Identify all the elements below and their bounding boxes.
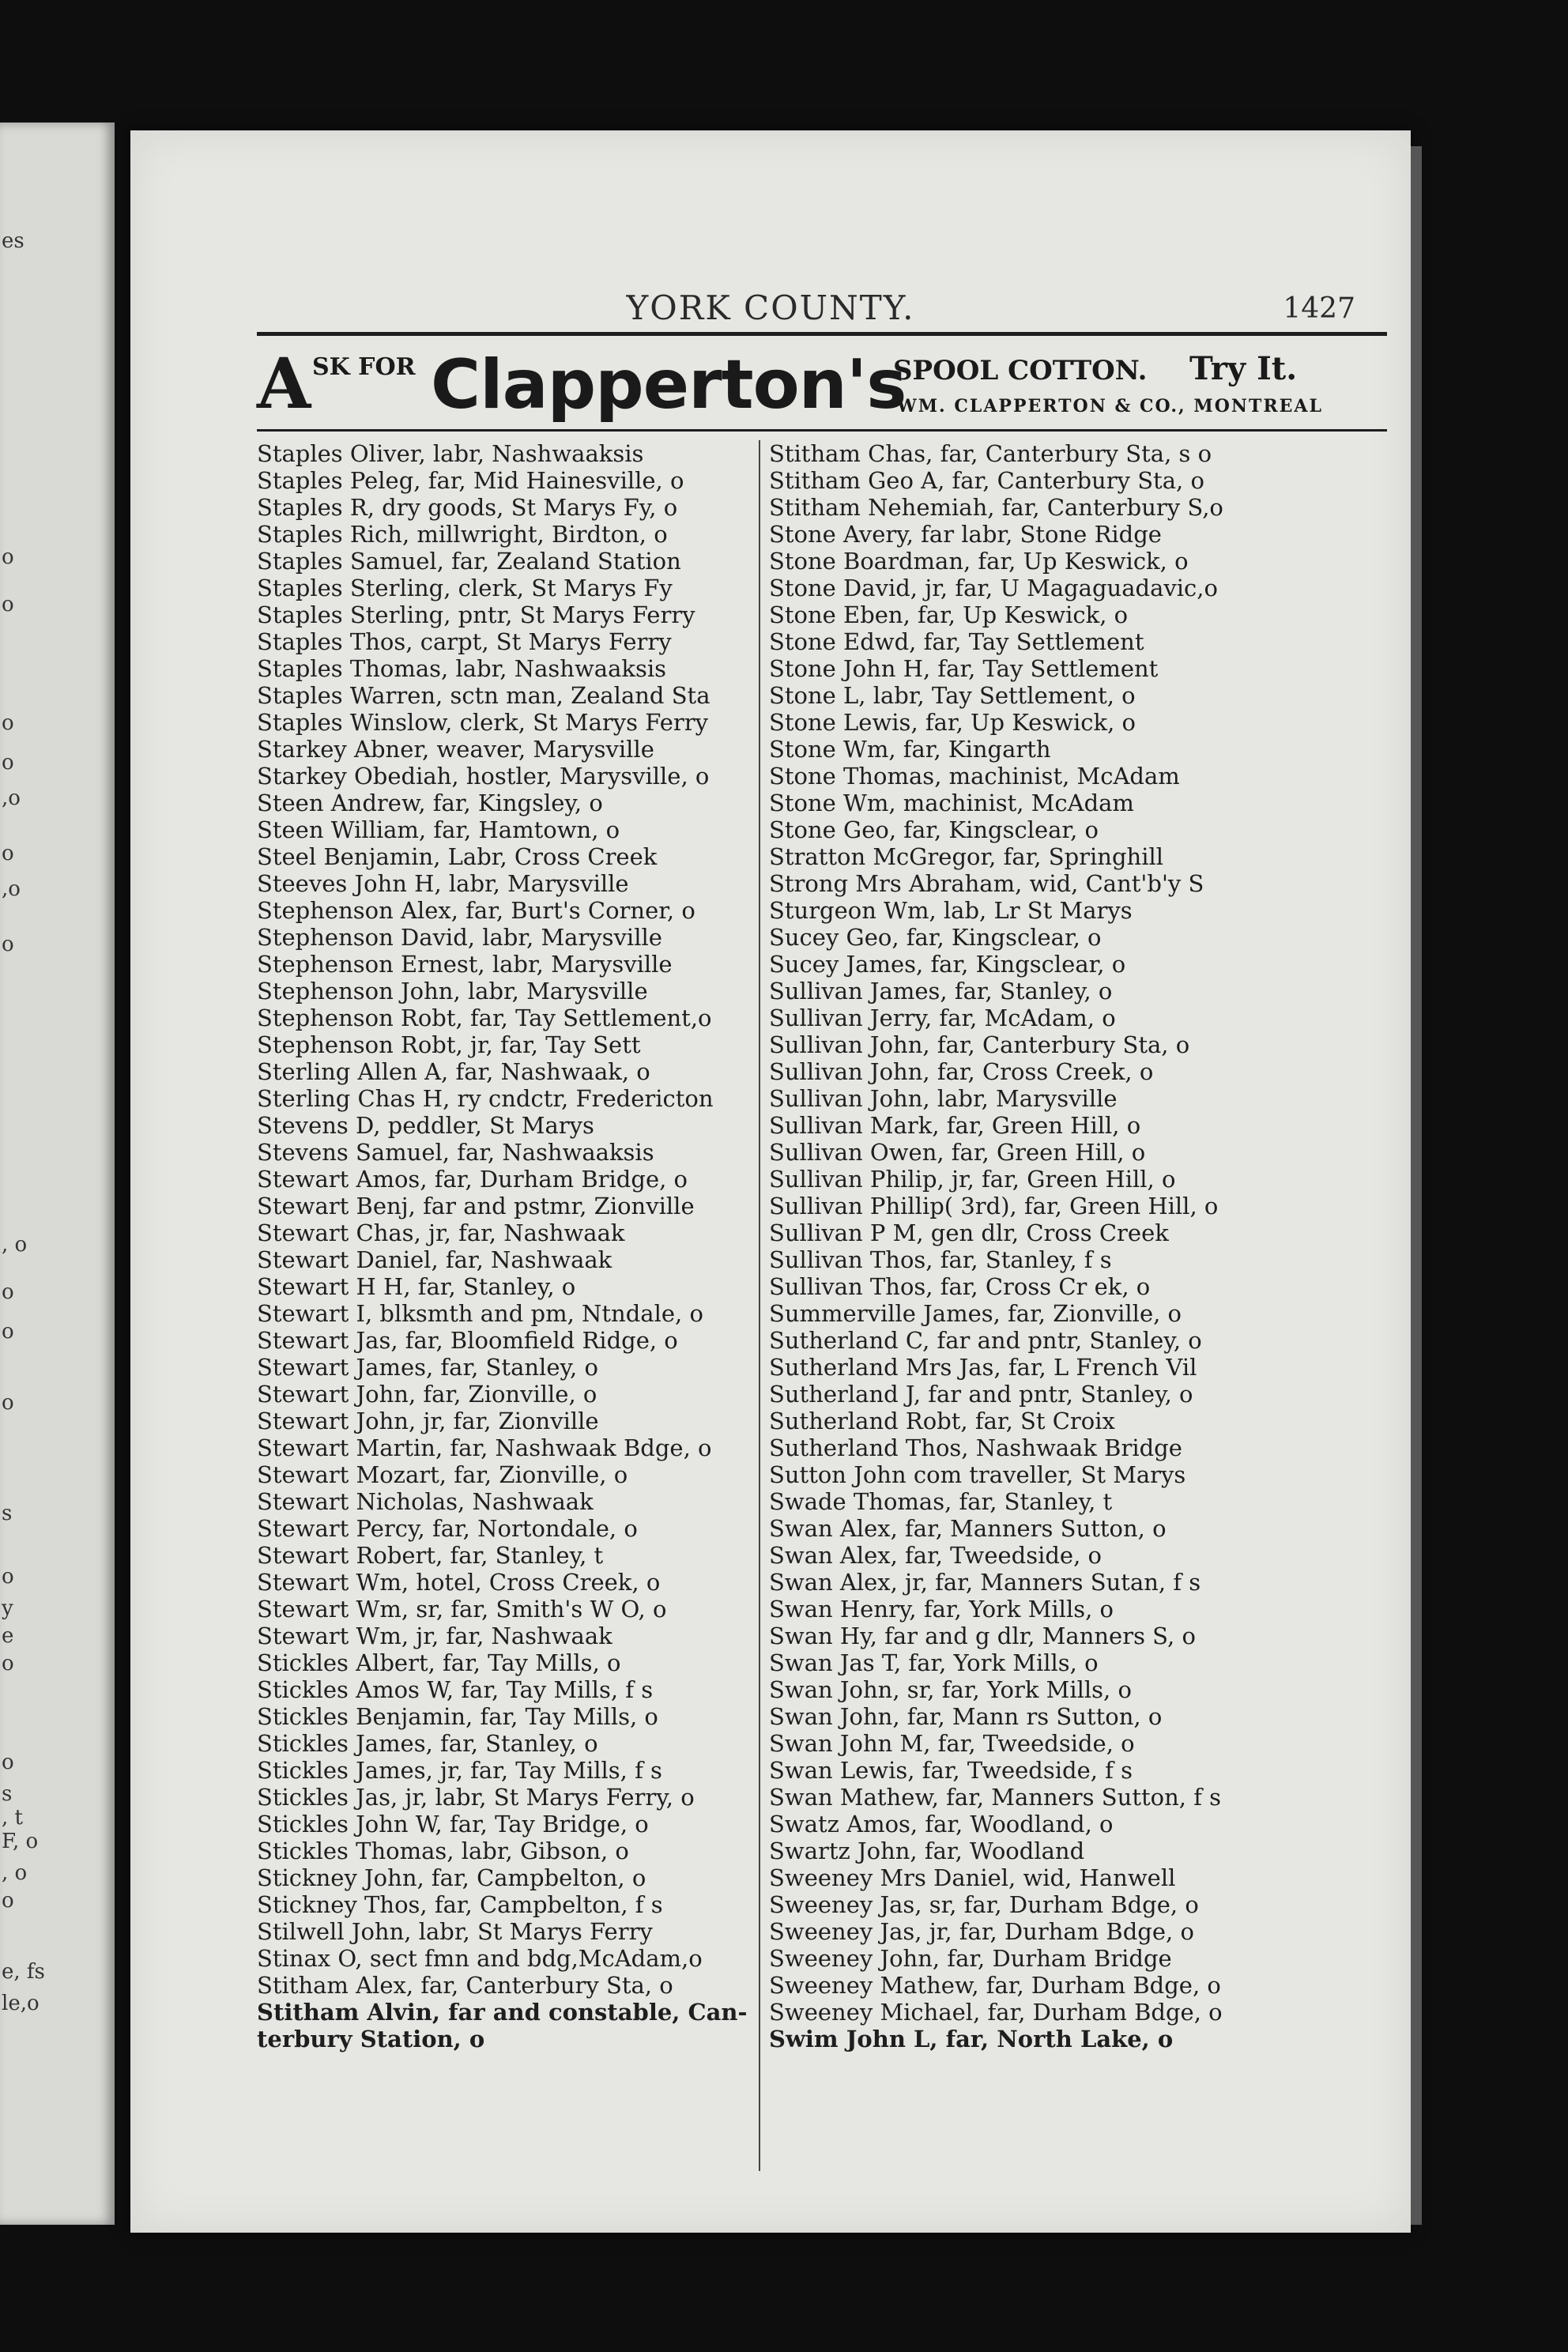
directory-entry: Stone Wm, far, Kingarth: [769, 736, 1051, 763]
directory-entry: Stewart Percy, far, Nortondale, o: [257, 1515, 638, 1542]
directory-entry: Staples Thomas, labr, Nashwaaksis: [257, 655, 666, 682]
directory-entry: Stephenson John, labr, Marysville: [257, 978, 648, 1004]
directory-entry: Sullivan Mark, far, Green Hill, o: [769, 1112, 1141, 1139]
facing-page-fragment: , o: [2, 1861, 28, 1885]
running-head: YORK COUNTY.: [626, 288, 915, 327]
directory-entry: Stone L, labr, Tay Settlement, o: [769, 682, 1136, 709]
facing-page-fragment: o: [2, 1751, 14, 1774]
directory-entry: Staples Oliver, labr, Nashwaaksis: [257, 440, 644, 467]
directory-entry: Stewart Amos, far, Durham Bridge, o: [257, 1166, 688, 1193]
directory-entry: Stewart H H, far, Stanley, o: [257, 1273, 576, 1300]
directory-entry: Stephenson David, labr, Marysville: [257, 924, 662, 951]
directory-entry: Staples Thos, carpt, St Marys Ferry: [257, 628, 672, 655]
facing-page-fragment: o: [2, 1391, 14, 1415]
directory-entry: Staples Sterling, pntr, St Marys Ferry: [257, 601, 695, 628]
facing-page-fragment: F, o: [2, 1830, 39, 1853]
directory-entry: Stephenson Robt, jr, far, Tay Sett: [257, 1031, 641, 1058]
directory-entry: Sturgeon Wm, lab, Lr St Marys: [769, 897, 1133, 924]
directory-entry: Sullivan Jerry, far, McAdam, o: [769, 1004, 1116, 1031]
directory-entry: Stone Eben, far, Up Keswick, o: [769, 601, 1129, 628]
directory-entry: Sweeney John, far, Durham Bridge: [769, 1945, 1172, 1972]
directory-entry: Stone Lewis, far, Up Keswick, o: [769, 709, 1136, 736]
directory-entry: Stewart Wm, hotel, Cross Creek, o: [257, 1569, 661, 1596]
facing-page-fragment: o: [2, 1565, 14, 1589]
facing-page-fragment: o: [2, 933, 14, 956]
directory-entry: Sweeney Michael, far, Durham Bdge, o: [769, 1999, 1223, 2026]
directory-entry: Stitham Alex, far, Canterbury Sta, o: [257, 1972, 673, 1999]
directory-entry: Stickles Albert, far, Tay Mills, o: [257, 1649, 621, 1676]
directory-entry: Sweeney Mrs Daniel, wid, Hanwell: [769, 1864, 1176, 1891]
directory-entry: Sterling Chas H, ry cndctr, Fredericton: [257, 1085, 714, 1112]
directory-entry: Swan Lewis, far, Tweedside, f s: [769, 1757, 1133, 1784]
directory-entry: Sullivan Thos, far, Cross Cr ek, o: [769, 1273, 1151, 1300]
directory-entry: Stewart I, blksmth and pm, Ntndale, o: [257, 1300, 703, 1327]
directory-entry: Sterling Allen A, far, Nashwaak, o: [257, 1058, 650, 1085]
directory-entry: Summerville James, far, Zionville, o: [769, 1300, 1182, 1327]
facing-page-fragment: ,o: [2, 786, 21, 810]
directory-entry: Stone Geo, far, Kingsclear, o: [769, 816, 1099, 843]
page-content: [130, 130, 1411, 2233]
directory-entry: Stone Boardman, far, Up Keswick, o: [769, 548, 1189, 575]
directory-entry: Swan Alex, far, Manners Sutton, o: [769, 1515, 1167, 1542]
facing-page-fragment: o: [2, 1889, 14, 1913]
facing-page-fragment: le,o: [2, 1992, 40, 2015]
directory-entry: Swartz John, far, Woodland: [769, 1838, 1085, 1864]
directory-entry: Stickles Amos W, far, Tay Mills, f s: [257, 1676, 654, 1703]
facing-page-fragment: s: [2, 1502, 13, 1525]
directory-entry: Steen Andrew, far, Kingsley, o: [257, 790, 603, 816]
directory-entry: Stitham Nehemiah, far, Canterbury S,o: [769, 494, 1223, 521]
directory-entry: Stone John H, far, Tay Settlement: [769, 655, 1159, 682]
directory-entry: Stickles James, jr, far, Tay Mills, f s: [257, 1757, 662, 1784]
ad-maker: WM. CLAPPERTON & CO., MONTREAL: [897, 396, 1323, 416]
directory-entry: Sweeney Jas, sr, far, Durham Bdge, o: [769, 1891, 1199, 1918]
facing-page-fragment: es: [2, 229, 24, 253]
facing-page-fragment: o: [2, 711, 14, 735]
directory-entry: Swade Thomas, far, Stanley, t: [769, 1488, 1113, 1515]
facing-page-fragment: ,o: [2, 877, 21, 901]
directory-entry: Staples Sterling, clerk, St Marys Fy: [257, 575, 673, 601]
directory-entry: Stone David, jr, far, U Magaguadavic,o: [769, 575, 1218, 601]
directory-entry: Stephenson Alex, far, Burt's Corner, o: [257, 897, 695, 924]
directory-entry: Stevens Samuel, far, Nashwaaksis: [257, 1139, 654, 1166]
directory-entry: Stickney John, far, Campbelton, o: [257, 1864, 646, 1891]
directory-entry: Sullivan Thos, far, Stanley, f s: [769, 1246, 1112, 1273]
directory-entry: Swan Henry, far, York Mills, o: [769, 1596, 1114, 1623]
column-divider: [759, 440, 760, 2171]
directory-entry: Stewart John, jr, far, Zionville: [257, 1408, 599, 1434]
directory-entry: Sullivan Phillip( 3rd), far, Green Hill, o: [769, 1193, 1219, 1219]
directory-entry: Sullivan John, labr, Marysville: [769, 1085, 1118, 1112]
directory-entry: Steeves John H, labr, Marysville: [257, 870, 629, 897]
page-edge-shadow: [1411, 146, 1422, 2225]
directory-entry: Sullivan Owen, far, Green Hill, o: [769, 1139, 1146, 1166]
ad-product: SPOOL COTTON.: [893, 355, 1148, 386]
directory-entry: Stickney Thos, far, Campbelton, f s: [257, 1891, 663, 1918]
directory-entry: Staples Peleg, far, Mid Hainesville, o: [257, 467, 684, 494]
directory-entry: Stone Avery, far labr, Stone Ridge: [769, 521, 1162, 548]
directory-entry: Staples Warren, sctn man, Zealand Sta: [257, 682, 710, 709]
page-number: 1427: [1283, 292, 1355, 325]
directory-entry: Staples Samuel, far, Zealand Station: [257, 548, 681, 575]
directory-entry: Steen William, far, Hamtown, o: [257, 816, 620, 843]
directory-entry: Stewart Chas, jr, far, Nashwaak: [257, 1219, 625, 1246]
directory-entry: Stickles Benjamin, far, Tay Mills, o: [257, 1703, 658, 1730]
directory-entry: Staples Winslow, clerk, St Marys Ferry: [257, 709, 709, 736]
directory-entry: Stickles Jas, jr, labr, St Marys Ferry, o: [257, 1784, 695, 1811]
directory-entry: Sutherland Robt, far, St Croix: [769, 1408, 1115, 1434]
directory-entry: Staples R, dry goods, St Marys Fy, o: [257, 494, 678, 521]
directory-entry: Sutton John com traveller, St Marys: [769, 1461, 1186, 1488]
directory-entry: Sutherland J, far and pntr, Stanley, o: [769, 1381, 1193, 1408]
header-rule-top: [257, 332, 1387, 336]
facing-page-fragment: s: [2, 1782, 13, 1806]
directory-entry: Stewart Wm, sr, far, Smith's W O, o: [257, 1596, 667, 1623]
directory-entry: Swan Alex, far, Tweedside, o: [769, 1542, 1102, 1569]
directory-entry: Stewart James, far, Stanley, o: [257, 1354, 598, 1381]
directory-entry: Stewart Benj, far and pstmr, Zionville: [257, 1193, 695, 1219]
directory-entry: Staples Rich, millwright, Birdton, o: [257, 521, 668, 548]
ad-try-it: Try It.: [1189, 350, 1298, 387]
left-column: [257, 440, 763, 2052]
directory-entry: Stone Thomas, machinist, McAdam: [769, 763, 1180, 790]
directory-entry: Sutherland Mrs Jas, far, L French Vil: [769, 1354, 1197, 1381]
directory-entry: Sweeney Jas, jr, far, Durham Bdge, o: [769, 1918, 1194, 1945]
directory-entry: Stinax O, sect fmn and bdg,McAdam,o: [257, 1945, 703, 1972]
ad-ask-for: SK FOR: [312, 353, 416, 381]
facing-page-fragment: o: [2, 1280, 14, 1304]
directory-entry: Swan John M, far, Tweedside, o: [769, 1730, 1135, 1757]
directory-entry: Stratton McGregor, far, Springhill: [769, 843, 1164, 870]
directory-entry: Stewart Jas, far, Bloomfield Ridge, o: [257, 1327, 678, 1354]
directory-entry: Stewart Robert, far, Stanley, t: [257, 1542, 604, 1569]
directory-entry: Stone Edwd, far, Tay Settlement: [769, 628, 1144, 655]
directory-entry: Stone Wm, machinist, McAdam: [769, 790, 1134, 816]
directory-entry: Steel Benjamin, Labr, Cross Creek: [257, 843, 658, 870]
directory-entry: Swan John, sr, far, York Mills, o: [769, 1676, 1132, 1703]
directory-entry: Sullivan Philip, jr, far, Green Hill, o: [769, 1166, 1176, 1193]
directory-entry: Stephenson Robt, far, Tay Settlement,o: [257, 1004, 712, 1031]
directory-entry: Stickles James, far, Stanley, o: [257, 1730, 598, 1757]
directory-entry: Sutherland C, far and pntr, Stanley, o: [769, 1327, 1202, 1354]
directory-entry: terbury Station, o: [257, 2026, 485, 2052]
directory-entry: Stewart Mozart, far, Zionville, o: [257, 1461, 628, 1488]
directory-entry: Sucey Geo, far, Kingsclear, o: [769, 924, 1102, 951]
facing-page-fragment: e: [2, 1624, 14, 1648]
directory-entry: Sullivan James, far, Stanley, o: [769, 978, 1113, 1004]
directory-entry: Stewart Nicholas, Nashwaak: [257, 1488, 594, 1515]
directory-entry: Starkey Abner, weaver, Marysville: [257, 736, 654, 763]
directory-entry: Stevens D, peddler, St Marys: [257, 1112, 594, 1139]
right-column: [769, 440, 1275, 2052]
facing-page-fragment: , t: [2, 1806, 23, 1830]
directory-entry: Stewart Daniel, far, Nashwaak: [257, 1246, 612, 1273]
facing-page-fragment: e, fs: [2, 1960, 45, 1984]
ad-initial-letter: A: [257, 342, 311, 424]
advertisement-banner: [257, 344, 1387, 431]
directory-entry: Sutherland Thos, Nashwaak Bridge: [769, 1434, 1182, 1461]
facing-page-fragment: o: [2, 751, 14, 775]
facing-page-fragment: , o: [2, 1233, 28, 1257]
directory-entry: Swan John, far, Mann rs Sutton, o: [769, 1703, 1163, 1730]
directory-entry: Stickles John W, far, Tay Bridge, o: [257, 1811, 649, 1838]
directory-entry: Sweeney Mathew, far, Durham Bdge, o: [769, 1972, 1221, 1999]
directory-entry: Stitham Geo A, far, Canterbury Sta, o: [769, 467, 1204, 494]
directory-entry: Swan Alex, jr, far, Manners Sutan, f s: [769, 1569, 1201, 1596]
facing-page-fragment: o: [2, 842, 14, 865]
directory-entry: Swan Jas T, far, York Mills, o: [769, 1649, 1099, 1676]
directory-entry: Swatz Amos, far, Woodland, o: [769, 1811, 1114, 1838]
directory-entry: Stilwell John, labr, St Marys Ferry: [257, 1918, 653, 1945]
directory-entry: Stewart John, far, Zionville, o: [257, 1381, 597, 1408]
directory-entry: Swim John L, far, North Lake, o: [769, 2026, 1174, 2052]
directory-entry: Stephenson Ernest, labr, Marysville: [257, 951, 673, 978]
directory-entry: Sullivan John, far, Cross Creek, o: [769, 1058, 1154, 1085]
facing-page-fragment: o: [2, 545, 14, 569]
directory-entry: Strong Mrs Abraham, wid, Cant'b'y S: [769, 870, 1204, 897]
directory-entry: Sullivan John, far, Canterbury Sta, o: [769, 1031, 1190, 1058]
directory-entry: Starkey Obediah, hostler, Marysville, o: [257, 763, 710, 790]
directory-entry: Stitham Alvin, far and constable, Can-: [257, 1999, 748, 2026]
directory-entry: Swan Hy, far and g dlr, Manners S, o: [769, 1623, 1196, 1649]
directory-entry: Sullivan P M, gen dlr, Cross Creek: [769, 1219, 1169, 1246]
header-rule-bottom: [257, 429, 1387, 432]
facing-page-edge: [0, 122, 115, 2225]
directory-entry: Stickles Thomas, labr, Gibson, o: [257, 1838, 629, 1864]
directory-entry: Stewart Martin, far, Nashwaak Bdge, o: [257, 1434, 712, 1461]
facing-page-fragment: y: [2, 1596, 13, 1620]
directory-entry: Swan Mathew, far, Manners Sutton, f s: [769, 1784, 1222, 1811]
facing-page-fragment: o: [2, 1320, 14, 1344]
facing-page-fragment: o: [2, 593, 14, 616]
directory-entry: Stewart Wm, jr, far, Nashwaak: [257, 1623, 612, 1649]
directory-entry: Stitham Chas, far, Canterbury Sta, s o: [769, 440, 1212, 467]
facing-page-fragment: o: [2, 1652, 14, 1675]
ad-brand-name: Clapperton's: [431, 345, 906, 424]
directory-entry: Sucey James, far, Kingsclear, o: [769, 951, 1126, 978]
